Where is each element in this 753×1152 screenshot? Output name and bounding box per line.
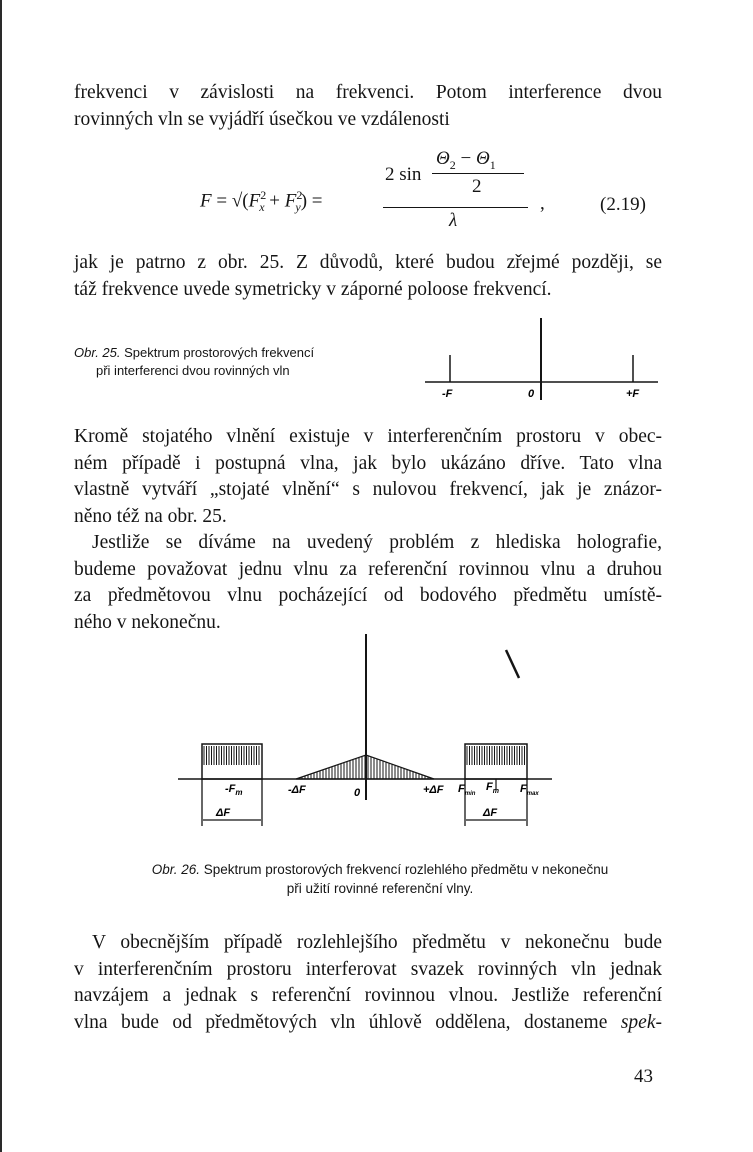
text-line: za předmětovou vlnu pocházející od bodového předmětu umístě-	[74, 585, 662, 606]
text-line: budeme považovat jednu vlnu za referenční rovinnou vlnu a druhou	[74, 558, 662, 580]
text-line: jak je patrno z obr. 25. Z důvodů, které budou zřejmé později, se	[74, 252, 662, 273]
label-fmax: $F_{max}$	[520, 783, 539, 797]
paragraph-5	[74, 930, 662, 1036]
caption-text: při užití rovinné referenční vlny.	[286, 881, 474, 896]
equation-numerator: 2 sin	[385, 164, 422, 185]
caption-text: Spektrum prostorových frekvencí rozlehlého předmětu v nekonečnu	[203, 862, 609, 877]
equation-inner-denominator: 2	[472, 176, 482, 197]
equation-theta-diff: $\Theta_2 - \Theta_1$	[436, 148, 496, 172]
neg-band-hatching	[204, 746, 259, 765]
figure-25-caption	[74, 344, 314, 380]
stray-pen-mark	[506, 650, 519, 678]
text-line: Kromě stojatého vlnění existuje v interferenčním prostoru v obec-	[74, 426, 662, 447]
equation-lhs: $F = √(F^2_x + F^2_y)$ =	[200, 188, 323, 215]
figure-26-caption	[60, 860, 700, 898]
text-line: frekvenci v závislosti na frekvenci. Potom interference dvou	[74, 82, 662, 103]
equation-lambda: λ	[449, 210, 458, 231]
text-line: navzájem a jednak s referenční rovinnou vlnou. Jestliže referenční	[74, 985, 662, 1006]
text-line: Jestliže se díváme na uvedený problém z hlediska holografie,	[92, 532, 662, 553]
text-line: vlastně vytváří „stojaté vlnění“ s nulovou frekvencí, jak je znázor-	[74, 479, 662, 500]
triangle-hatching	[302, 755, 428, 779]
label-delta-f-left: ΔF	[216, 807, 231, 819]
text-line: něno též na obr. 25.	[74, 505, 227, 527]
equation-comma: ,	[540, 193, 545, 214]
caption-label: Obr. 26.	[151, 862, 201, 877]
label-fmin: $F_{min}$	[458, 783, 476, 797]
label-neg-fm: $-F_m$	[225, 783, 243, 797]
caption-text: Spektrum prostorových frekvencí	[124, 345, 315, 360]
text-line: ného v nekonečnu.	[74, 611, 221, 633]
caption-text: při interferenci dvou rovinných vln	[96, 363, 290, 378]
equation-number: (2.19)	[600, 194, 646, 215]
text-line: v interferenčním prostoru interferovat svazek rovinných vln jednak	[74, 958, 662, 980]
paragraph-2	[74, 250, 662, 303]
label-neg-f: -F	[442, 388, 453, 400]
paragraph-3	[74, 424, 662, 530]
text-line: V obecnějším případě rozlehlejšího předmětu v nekonečnu bude	[92, 932, 662, 953]
label-pos-delta-f: +ΔF	[423, 784, 444, 796]
caption-label: Obr. 25.	[74, 345, 121, 360]
main-fraction-bar	[383, 207, 528, 208]
label-delta-f-right: ΔF	[483, 807, 498, 819]
label-pos-f: +F	[626, 388, 640, 400]
text-line: vlna bude od předmětových vln úhlově oddělena, dostaneme spek-	[74, 1011, 662, 1033]
italic-word: spek-	[620, 1011, 662, 1033]
label-zero: 0	[354, 787, 361, 799]
figure-25-diagram	[420, 315, 665, 405]
text-line: ném případě i postupná vlna, jak bylo ukázáno dříve. Tato vlna	[74, 452, 662, 474]
label-fm: $F_m$	[486, 781, 499, 795]
page-number: 43	[634, 1066, 653, 1087]
inner-fraction-bar	[432, 173, 524, 174]
pos-band-hatching	[467, 746, 525, 765]
text-line: rovinných vln se vyjádří úsečkou ve vzdálenosti	[74, 108, 450, 130]
text-line: táž frekvence uvede symetricky v záporné poloose frekvencí.	[74, 278, 552, 300]
label-neg-delta-f: -ΔF	[288, 784, 306, 796]
figure-26-diagram	[170, 630, 570, 830]
label-zero: 0	[528, 388, 535, 400]
page-edge-line	[0, 0, 2, 1152]
paragraph-4	[74, 530, 662, 636]
paragraph-1	[74, 80, 662, 133]
